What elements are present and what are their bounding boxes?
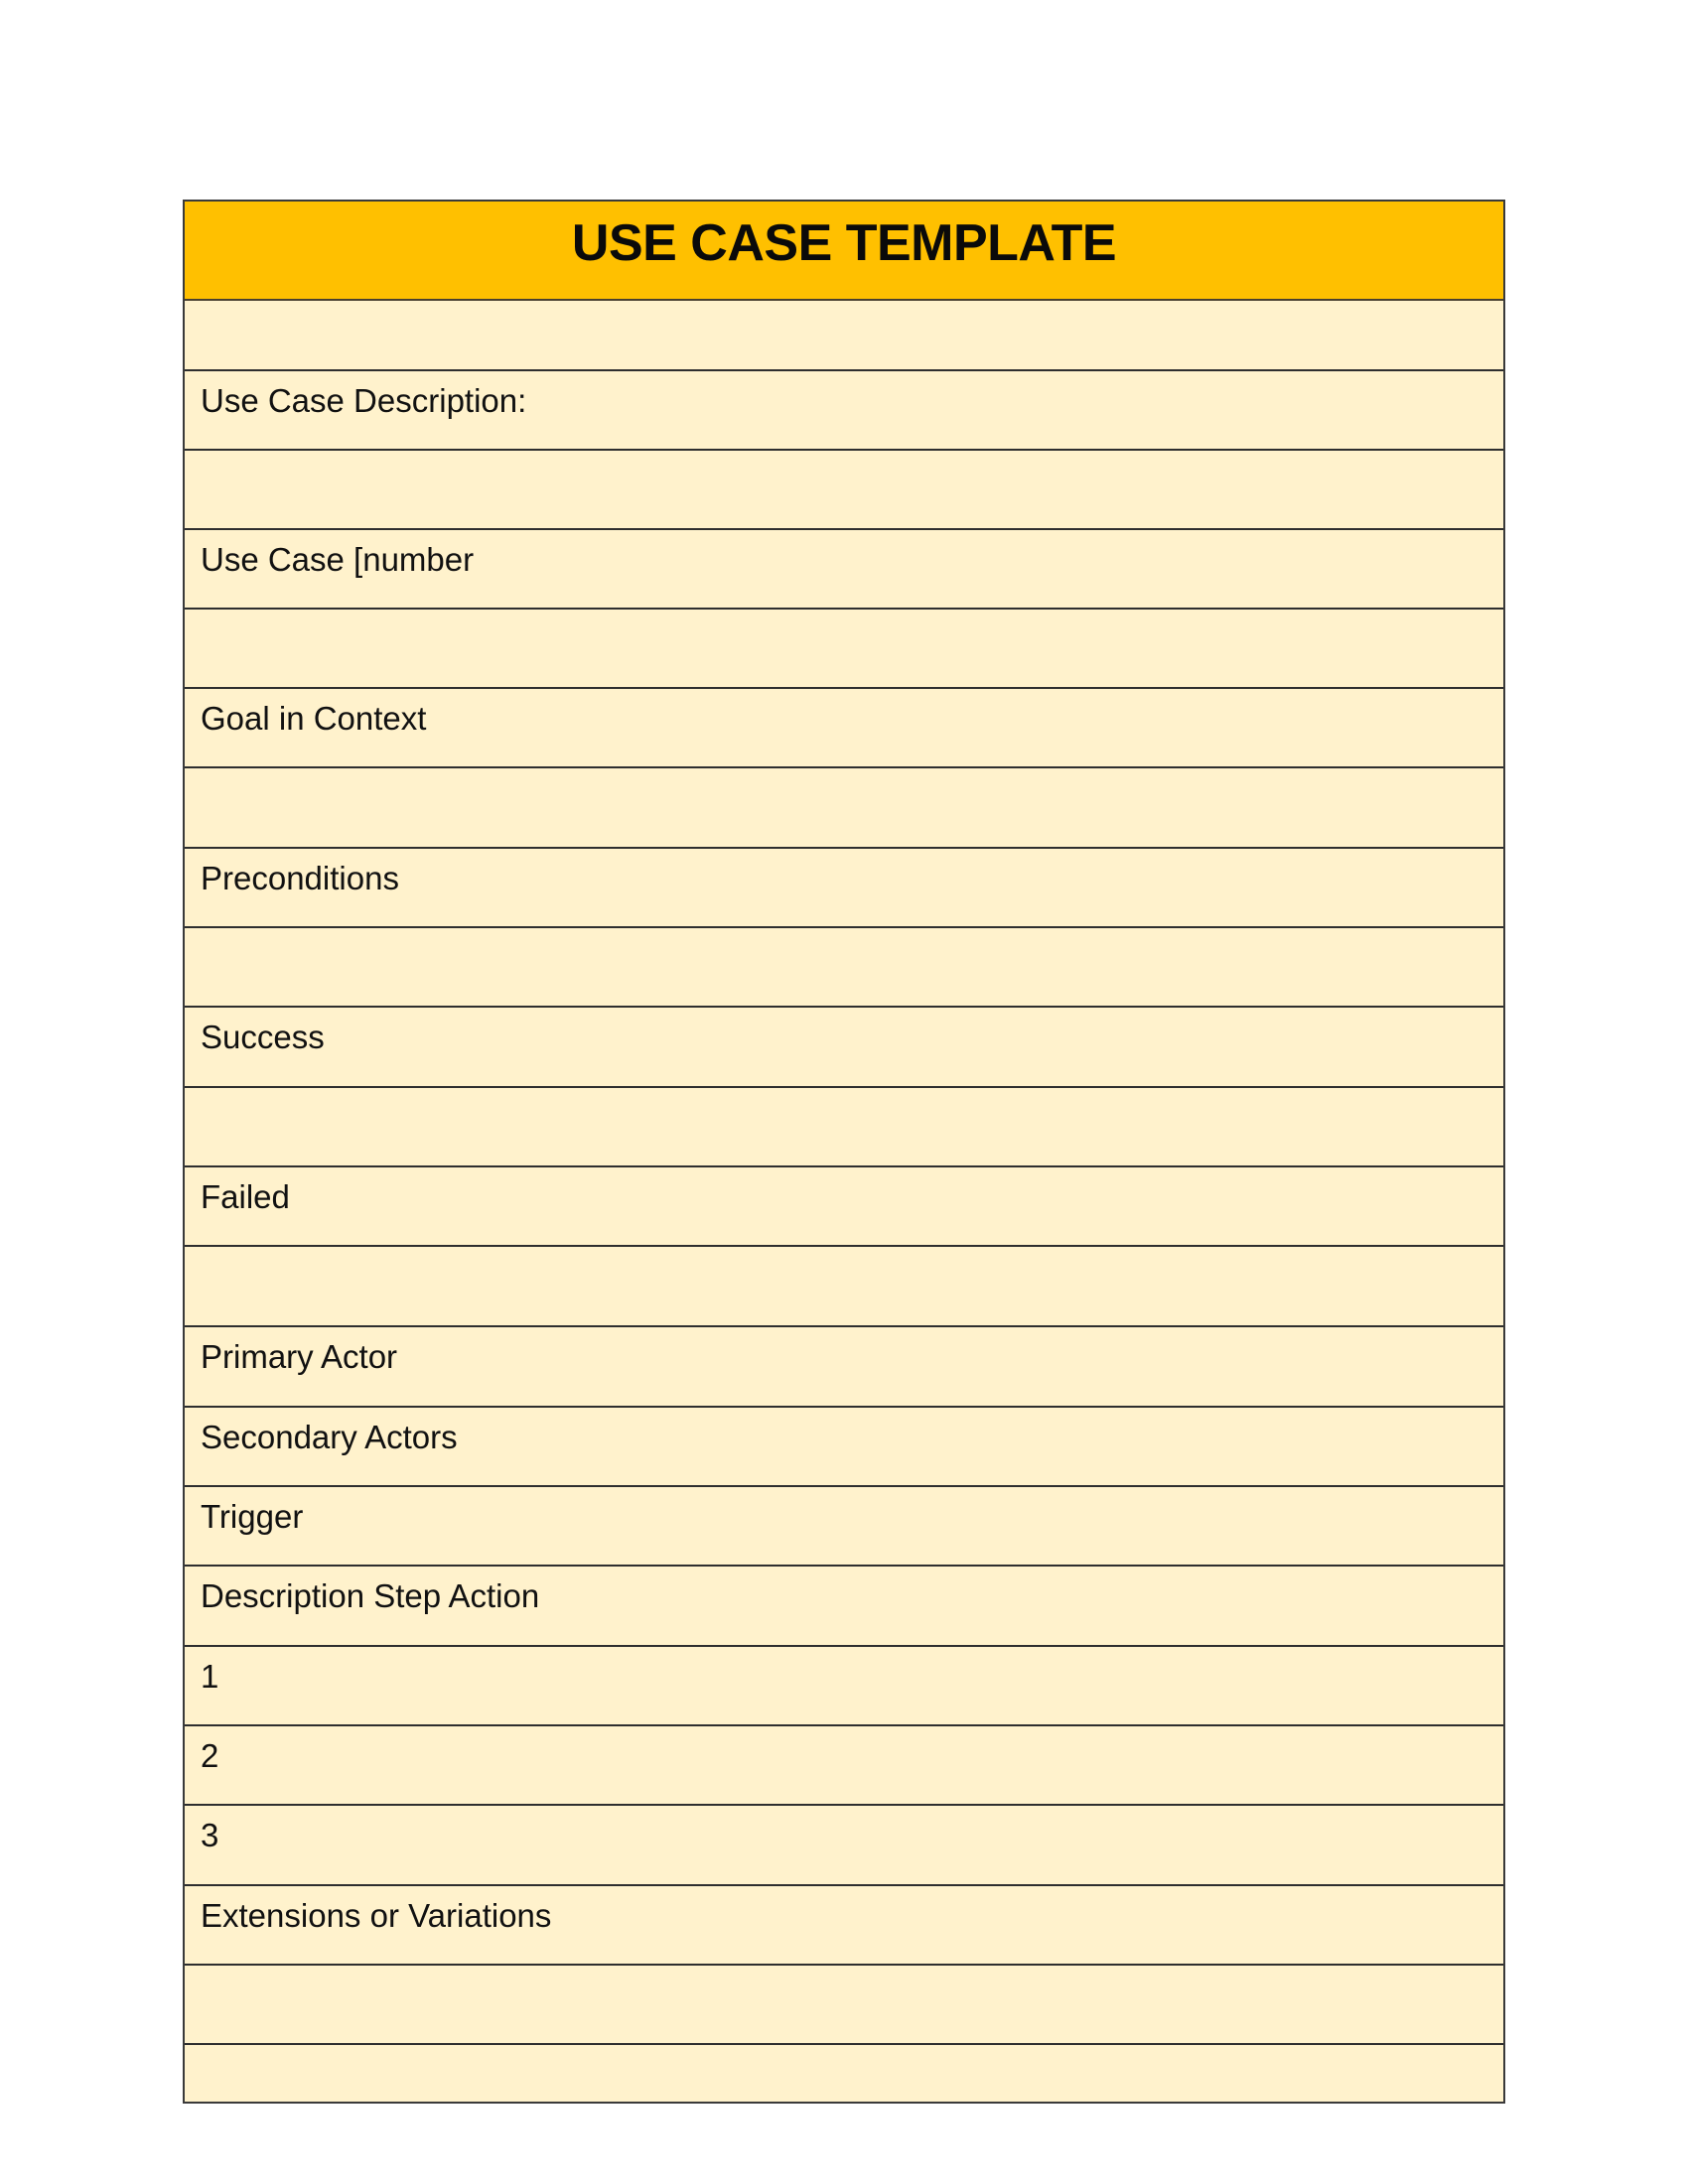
table-row-use-case-description[interactable] bbox=[185, 371, 1503, 451]
table-row-blank[interactable] bbox=[185, 301, 1503, 371]
table-row-blank[interactable] bbox=[185, 2045, 1503, 2104]
table-row-blank[interactable] bbox=[185, 1247, 1503, 1327]
table-row-blank[interactable] bbox=[185, 768, 1503, 849]
row-label: Description Step Action bbox=[201, 1577, 540, 1614]
row-label: Extensions or Variations bbox=[201, 1897, 552, 1934]
row-label: Preconditions bbox=[201, 860, 399, 896]
row-label: Goal in Context bbox=[201, 700, 427, 737]
table-row-blank[interactable] bbox=[185, 928, 1503, 1008]
table-row-blank[interactable] bbox=[185, 1088, 1503, 1167]
row-label: Trigger bbox=[201, 1498, 304, 1535]
row-label: Use Case [number bbox=[201, 541, 475, 578]
table-row-preconditions[interactable] bbox=[185, 849, 1503, 928]
table-row-extensions-or-variations[interactable] bbox=[185, 1886, 1503, 1966]
table-row-secondary-actors[interactable] bbox=[185, 1408, 1503, 1487]
table-row-blank[interactable] bbox=[185, 610, 1503, 689]
row-label: Secondary Actors bbox=[201, 1419, 458, 1455]
table-row-success[interactable] bbox=[185, 1008, 1503, 1088]
row-label: Failed bbox=[201, 1178, 290, 1215]
row-label: 2 bbox=[201, 1737, 219, 1774]
table-row-description-step-action[interactable] bbox=[185, 1567, 1503, 1647]
table-row-use-case-number[interactable] bbox=[185, 530, 1503, 610]
use-case-table bbox=[183, 200, 1505, 2104]
table-row-blank[interactable] bbox=[185, 1966, 1503, 2045]
table-row-blank[interactable] bbox=[185, 451, 1503, 530]
table-row-goal-in-context[interactable] bbox=[185, 689, 1503, 768]
table-row-step-1[interactable] bbox=[185, 1647, 1503, 1726]
row-label: Success bbox=[201, 1019, 325, 1055]
document-title: USE CASE TEMPLATE bbox=[571, 214, 1117, 272]
row-label: 1 bbox=[201, 1658, 219, 1695]
row-label: Primary Actor bbox=[201, 1338, 398, 1375]
row-label: 3 bbox=[201, 1817, 219, 1853]
row-label: Use Case Description: bbox=[201, 382, 527, 419]
table-row-failed[interactable] bbox=[185, 1167, 1503, 1247]
table-header bbox=[185, 202, 1503, 301]
table-row-primary-actor[interactable] bbox=[185, 1327, 1503, 1408]
table-row-trigger[interactable] bbox=[185, 1487, 1503, 1567]
table-row-step-3[interactable] bbox=[185, 1806, 1503, 1886]
table-row-step-2[interactable] bbox=[185, 1726, 1503, 1806]
